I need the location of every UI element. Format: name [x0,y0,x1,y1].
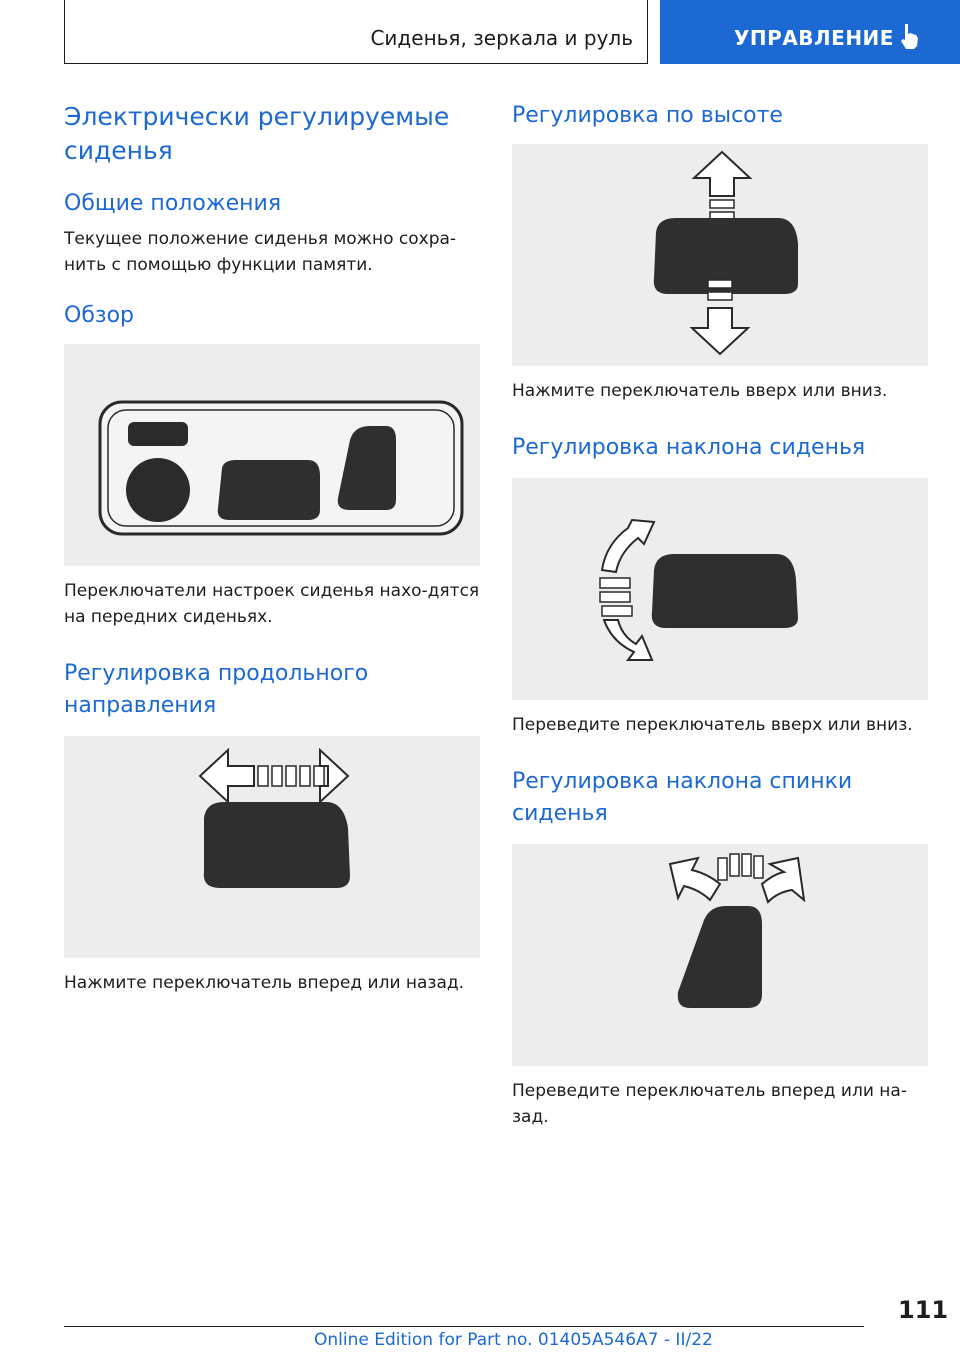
header-section-box [64,0,648,64]
backrest-heading: Регулировка наклона спинки сиденья [512,769,853,826]
longitudinal-figure [64,736,480,958]
overview-figure [64,344,480,566]
height-caption: Нажмите переключатель вверх или вниз. [512,381,888,401]
general-text: Текущее положение сиденья можно сохра-нить с помощью функции памяти. [64,229,457,275]
page-number: 111 [898,1296,949,1324]
tilt-figure [512,478,928,700]
header-section-title: Сиденья, зеркала и руль [370,26,633,50]
left-column [64,100,480,996]
backrest-caption: Переведите переключатель вперед или на-зад. [512,1081,907,1127]
right-column [512,100,928,1130]
section-title: Электрически регулируемые сиденья [64,102,450,165]
header-chapter-title: УПРАВЛЕНИЕ [734,26,894,50]
pointing-hand-icon [898,22,920,50]
tilt-heading: Регулировка наклона сиденья [512,435,866,460]
tilt-caption: Переведите переключатель вверх или вниз. [512,715,913,735]
overview-heading: Обзор [64,303,135,328]
footer-divider [64,1326,864,1327]
height-figure [512,144,928,366]
longitudinal-heading: Регулировка продольного направления [64,661,369,718]
header-chapter-tab[interactable] [660,0,960,64]
general-heading: Общие положения [64,191,282,216]
overview-caption: Переключатели настроек сиденья нахо-дятся на передних сиденьях. [64,581,480,627]
backrest-figure [512,844,928,1066]
seat-switch-icon [218,460,320,520]
seat-switch-icon [204,802,350,888]
footer-edition: Online Edition for Part no. 01405A546A7 - II/22 [314,1330,713,1350]
longitudinal-caption: Нажмите переключатель вперед или назад. [64,973,465,993]
seat-switch-icon [652,554,798,628]
memory-button-icon [128,422,188,446]
lumbar-knob-icon [126,458,190,522]
height-heading: Регулировка по высоте [512,103,783,128]
